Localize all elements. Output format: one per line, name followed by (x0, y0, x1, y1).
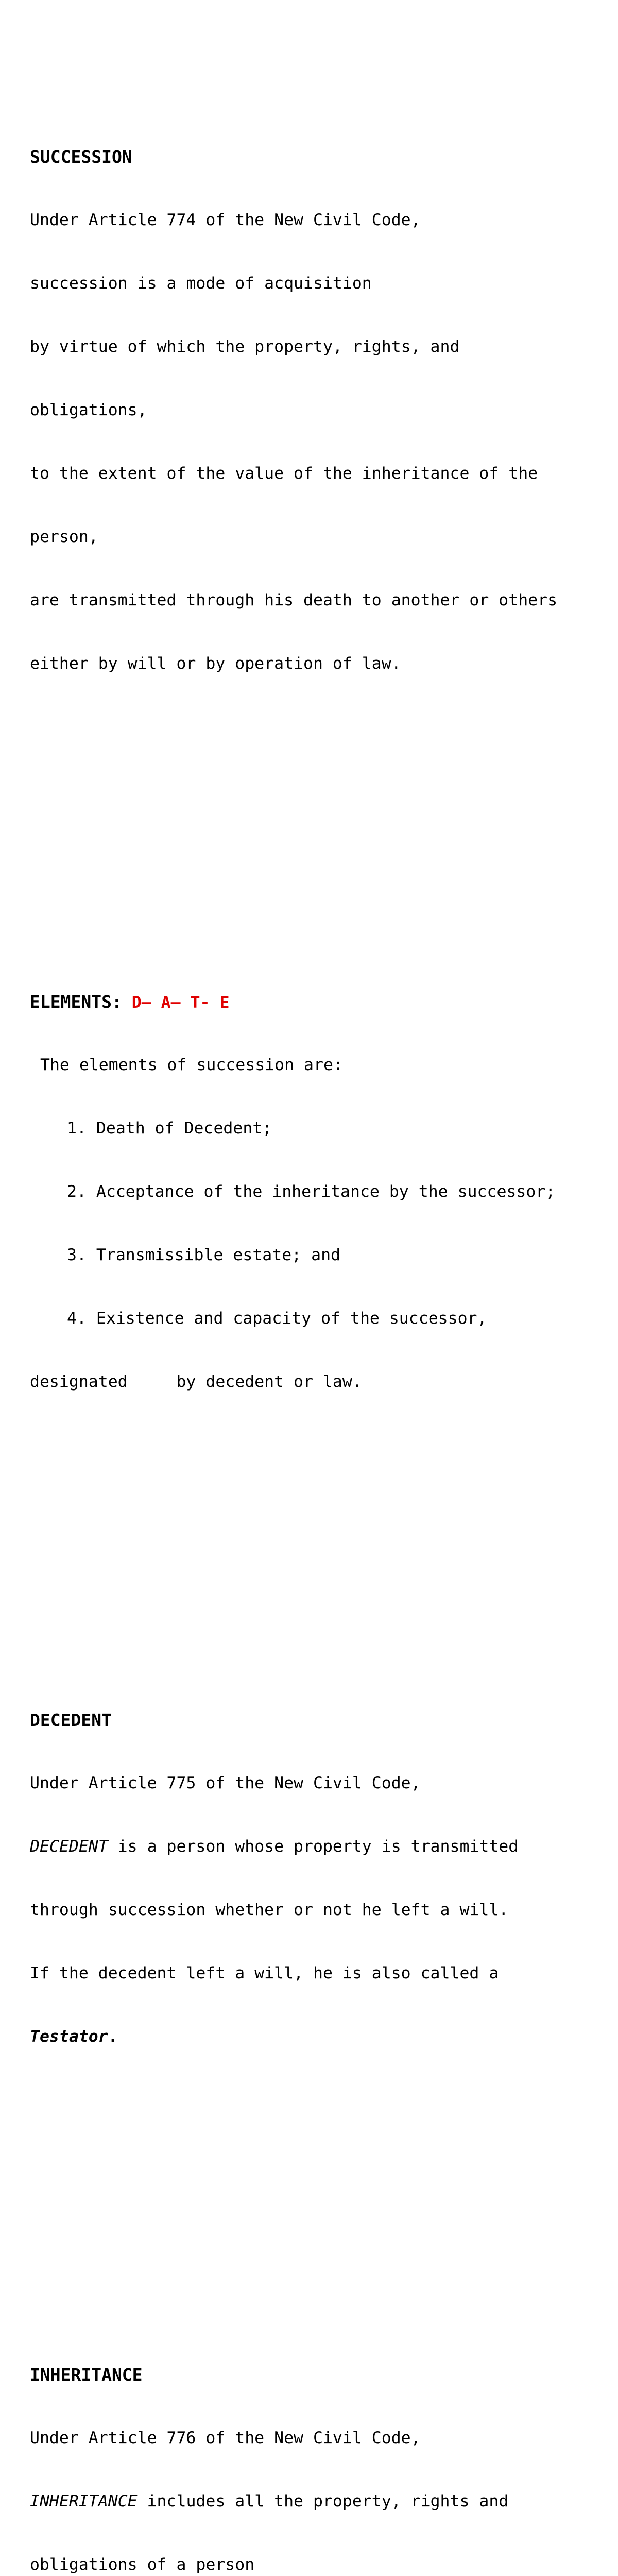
inheritance-line: Under Article 776 of the New Civil Code, (30, 2429, 421, 2447)
testator-period: . (108, 2027, 118, 2046)
inheritance-heading: INHERITANCE (30, 2365, 143, 2385)
document-page (30, 20, 607, 2576)
inheritance-section (30, 2322, 607, 2576)
spacer (30, 1498, 607, 1519)
decedent-definition-line (30, 1836, 607, 1857)
decedent-heading: DECEDENT (30, 1710, 112, 1730)
elements-continuation: designated by decedent or law. (30, 1372, 362, 1391)
succession-heading: SUCCESSION (30, 147, 132, 167)
decedent-section (30, 1667, 607, 2090)
succession-line: succession is a mode of acquisition (30, 274, 372, 293)
testator-term: Testator (30, 2027, 108, 2046)
succession-line: person, (30, 528, 98, 546)
elements-section (30, 949, 607, 1435)
elements-acronym: D– A– T- E (131, 993, 230, 1012)
spacer (30, 1562, 607, 1583)
elements-intro: The elements of succession are: (40, 1056, 343, 1074)
inheritance-term: INHERITANCE (30, 2492, 138, 2511)
succession-line: either by will or by operation of law. (30, 654, 401, 673)
spacer (30, 2216, 607, 2238)
inheritance-definition-text: includes all the property, rights and (137, 2492, 509, 2511)
succession-line: are transmitted through his death to another or others (30, 591, 558, 609)
elements-item: 1. Death of Decedent; (67, 1119, 272, 1138)
decedent-line: If the decedent left a will, he is also called a (30, 1964, 499, 1982)
spacer (30, 2153, 607, 2174)
elements-item: 2. Acceptance of the inheritance by the successor; (67, 1182, 556, 1201)
elements-heading: ELEMENTS: (30, 992, 122, 1012)
succession-line: obligations, (30, 401, 147, 419)
spacer (30, 843, 607, 865)
spacer (30, 780, 607, 801)
succession-line: by virtue of which the property, rights, and (30, 337, 460, 356)
elements-item: 3. Transmissible estate; and (67, 1246, 341, 1264)
inheritance-line: obligations of a person (30, 2555, 255, 2574)
decedent-line: Under Article 775 of the New Civil Code, (30, 1774, 421, 1792)
decedent-term: DECEDENT (30, 1837, 108, 1856)
decedent-line: through succession whether or not he left a will. (30, 1901, 509, 1919)
succession-line: Under Article 774 of the New Civil Code, (30, 211, 421, 229)
elements-heading-line (30, 991, 607, 1012)
testator-line (30, 2026, 607, 2047)
succession-line: to the extent of the value of the inheritance of the (30, 464, 538, 483)
succession-section (30, 104, 607, 717)
decedent-definition-text: is a person whose property is transmitted (108, 1837, 519, 1856)
inheritance-definition-line (30, 2491, 607, 2512)
elements-item: 4. Existence and capacity of the successor, (67, 1309, 487, 1328)
